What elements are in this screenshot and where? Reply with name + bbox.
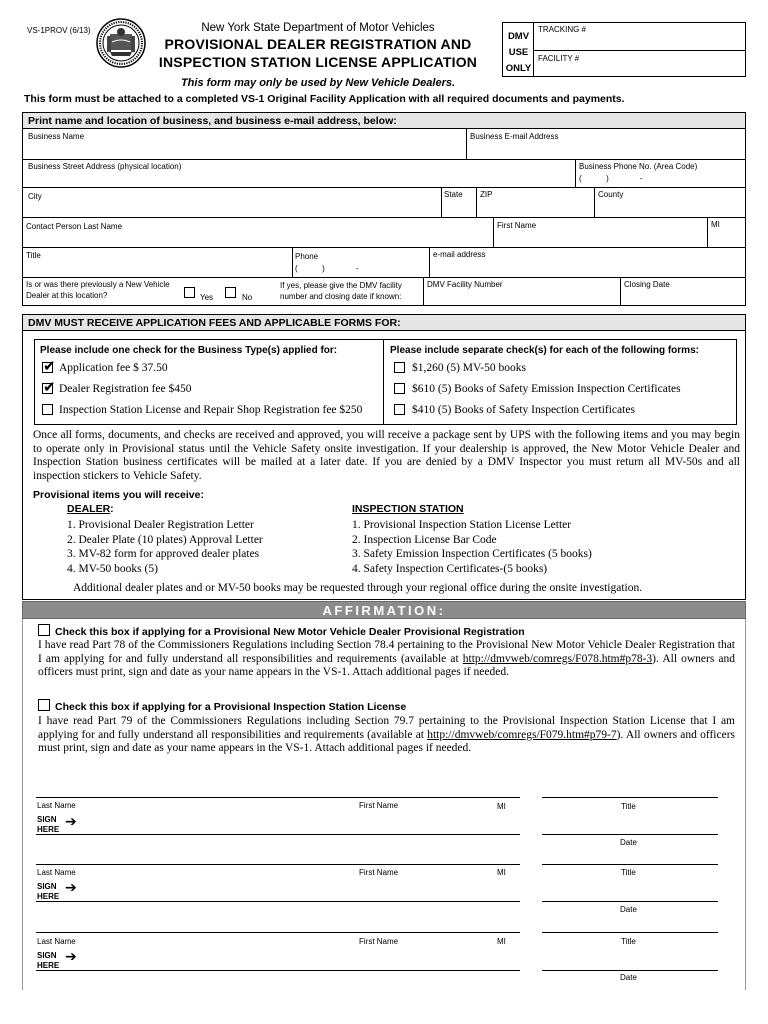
business-phone-format: ( ) - <box>579 174 643 183</box>
right-arrow-icon: ➔ <box>65 949 77 965</box>
last-name-label: Last Name <box>37 801 76 810</box>
application-fee-checkbox[interactable] <box>42 362 53 373</box>
inspection-affirmation-text-b: ). All owners and officers must print, sign and date as your name appears in the VS-1. Attach additional pages if needed. <box>38 728 735 754</box>
signature-field[interactable] <box>84 814 520 834</box>
first-name-label: First Name <box>359 937 399 946</box>
inspection-item: 3. Safety Emission Inspection Certificates (5 books) <box>352 548 592 560</box>
business-phone-label: Business Phone No. (Area Code) <box>579 162 698 171</box>
part79-link[interactable]: http://dmvweb/comregs/F079.htm#p79-7 <box>427 728 617 741</box>
fees-section <box>22 314 746 600</box>
title-label: Title <box>621 802 636 811</box>
date-label: Date <box>620 838 637 847</box>
previous-dealer-yes-checkbox[interactable] <box>184 287 195 298</box>
street-field[interactable] <box>26 172 572 186</box>
agency-name: New York State Department of Motor Vehicles <box>201 22 435 34</box>
zip-label: ZIP <box>480 190 493 199</box>
street-label: Business Street Address (physical location) <box>28 162 182 171</box>
last-name-label: Last Name <box>37 937 76 946</box>
city-field[interactable] <box>26 202 439 216</box>
state-field[interactable] <box>443 202 474 216</box>
inspection-item: 1. Provisional Inspection Station License Letter <box>352 519 572 531</box>
previous-dealer-no-checkbox[interactable] <box>225 287 236 298</box>
dmv-use-line1: DMV <box>507 31 530 42</box>
business-email-field[interactable] <box>469 142 743 157</box>
closing-date-field[interactable] <box>622 291 743 305</box>
tracking-label: TRACKING # <box>538 25 587 34</box>
dealer-affirmation-text <box>38 639 735 680</box>
state-label: State <box>444 190 463 199</box>
date-label: Date <box>620 905 637 914</box>
form-title-line1: PROVISIONAL DEALER REGISTRATION AND <box>164 36 472 52</box>
closing-date-label: Closing Date <box>624 280 670 289</box>
form-id: VS-1PROV (6/13) <box>27 26 91 35</box>
business-name-field[interactable] <box>26 142 464 157</box>
business-email-label: Business E-mail Address <box>470 132 559 141</box>
dealer-item: 1. Provisional Dealer Registration Letter <box>67 519 254 531</box>
provisional-items-heading: Provisional items you will receive: <box>33 489 204 501</box>
tracking-input[interactable] <box>535 35 743 49</box>
sign-text: SIGN <box>37 815 57 824</box>
inspection-affirmation-text <box>38 715 735 756</box>
mv50-books-label: $1,260 (5) MV-50 books <box>412 362 526 374</box>
dmv-facility-number-label: DMV Facility Number <box>427 280 503 289</box>
county-label: County <box>598 190 624 199</box>
safety-certificates-label: $410 (5) Books of Safety Inspection Certificates <box>412 404 635 416</box>
ny-state-seal <box>96 18 146 68</box>
contact-last-name-label: Contact Person Last Name <box>26 222 123 231</box>
inspection-affirmation-checkbox[interactable] <box>38 699 50 711</box>
mi-label: MI <box>497 937 506 946</box>
form-subtitle: This form may only be used by New Vehicle Dealers. <box>180 77 456 89</box>
contact-mi-field[interactable] <box>709 232 743 246</box>
mi-label: MI <box>497 868 506 877</box>
inspection-station-fee-label: Inspection Station License and Repair Shop Registration fee $250 <box>59 404 363 416</box>
dealer-affirmation-label: Check this box if applying for a Provisional New Motor Vehicle Dealer Provisional Registration <box>55 626 525 638</box>
inspection-item: 4. Safety Inspection Certificates-(5 books) <box>352 562 548 575</box>
business-type-header: Please include one check for the Business Type(s) applied for: <box>40 345 338 356</box>
dealer-item: 4. MV-50 books (5) <box>67 562 158 575</box>
phone-format: ( ) - <box>295 264 359 273</box>
signature-field[interactable] <box>84 880 520 901</box>
dmv-use-line3: ONLY <box>505 63 532 74</box>
sign-here-label <box>37 882 59 902</box>
contact-last-name-field[interactable] <box>26 232 491 246</box>
approval-paragraph: Once all forms, documents, and checks are received and approved, you will receive a package sent by UPS with the following items and you may begin to operate only in Provisional status until the Vehicle Safety onsite investigation. If your dealership is approved, the New Motor Vehicle Dealer and Inspection Station business certificates will be mailed at a later date. If you are denied by a DMV Inspector you must return all MV-50s and all inspection stickers to Vehicle Safety. <box>33 429 740 482</box>
dealer-item: 2. Dealer Plate (10 plates) Approval Letter <box>67 533 263 546</box>
part78-link[interactable]: http://dmvweb/comregs/F078.htm#p78-3 <box>462 652 653 665</box>
contact-first-name-label: First Name <box>497 221 537 230</box>
title-label: Title <box>621 868 636 877</box>
affirmation-title: AFFIRMATION: <box>322 603 446 618</box>
sign-text: SIGN <box>37 882 57 891</box>
application-fee-label: Application fee $ 37.50 <box>59 362 168 374</box>
dmv-use-box <box>502 22 746 77</box>
dealer-item: 3. MV-82 form for approved dealer plates <box>67 548 260 560</box>
inspection-station-heading: INSPECTION STATION <box>352 503 464 515</box>
separate-checks-header: Please include separate check(s) for each of the following forms: <box>390 345 699 356</box>
facility-input[interactable] <box>535 64 743 75</box>
county-field[interactable] <box>596 202 743 216</box>
email-label: e-mail address <box>433 250 486 259</box>
business-section <box>22 112 746 306</box>
if-yes-instruction: If yes, please give the DMV facility number and closing date if known: <box>280 281 402 301</box>
title-field[interactable] <box>26 262 290 276</box>
right-arrow-icon: ➔ <box>65 880 77 896</box>
yes-label: Yes <box>200 293 214 302</box>
no-label: No <box>242 293 253 302</box>
contact-mi-label: MI <box>711 220 720 229</box>
first-name-label: First Name <box>359 868 399 877</box>
emission-certificates-label: $610 (5) Books of Safety Emission Inspection Certificates <box>412 383 681 395</box>
inspection-station-fee-checkbox[interactable] <box>42 404 53 415</box>
here-text: HERE <box>37 825 60 834</box>
contact-first-name-field[interactable] <box>495 232 705 246</box>
additional-note: Additional dealer plates and or MV-50 books may be requested through your regional office during the onsite investigation. <box>73 582 643 594</box>
dealer-heading: DEALER: <box>67 503 114 515</box>
sign-here-label <box>37 815 59 835</box>
mi-label: MI <box>497 802 506 811</box>
affirmation-banner <box>22 601 746 619</box>
previous-dealer-question: Is or was there previously a New Vehicle Dealer at this location? <box>26 280 170 300</box>
mv50-books-checkbox[interactable] <box>394 362 405 373</box>
dealer-registration-fee-label: Dealer Registration fee $450 <box>59 383 192 395</box>
dmv-use-line2: USE <box>508 47 529 58</box>
dealer-affirmation-text-a: I have read Part 78 of the Commissioners Regulations including Section 78.4 pertaining to the Provisional New Motor Vehicle Dealer Registration that I am applying for and fully understand all responsibilities and requirements (available at <box>38 639 735 665</box>
fees-checklist <box>34 339 737 425</box>
city-label: City <box>28 192 42 201</box>
facility-label: FACILITY # <box>538 54 580 63</box>
business-name-label: Business Name <box>28 132 85 141</box>
inspection-items-list <box>352 518 592 576</box>
zip-field[interactable] <box>478 202 592 216</box>
dealer-registration-fee-checkbox[interactable] <box>42 383 53 394</box>
dealer-heading-text: DEALER <box>67 503 111 515</box>
phone-label: Phone <box>295 252 319 261</box>
safety-certificates-checkbox[interactable] <box>394 404 405 415</box>
title-label: Title <box>26 251 41 260</box>
inspection-affirmation-label: Check this box if applying for a Provisional Inspection Station License <box>55 701 407 713</box>
here-text: HERE <box>37 961 60 970</box>
dealer-items-list <box>67 518 263 576</box>
dealer-affirmation-checkbox[interactable] <box>38 624 50 636</box>
last-name-label: Last Name <box>37 868 76 877</box>
date-label: Date <box>620 973 637 982</box>
signature-field[interactable] <box>84 949 520 970</box>
dealer-affirmation-text-b: ). All owners and officers must print, sign and date as your name appears in the VS-1. Attach additional pages if needed. <box>38 652 735 678</box>
dmv-facility-number-field[interactable] <box>425 291 618 305</box>
sign-here-label <box>37 951 59 971</box>
emission-certificates-checkbox[interactable] <box>394 383 405 394</box>
business-section-title: Print name and location of business, and business e-mail address, below: <box>23 113 745 129</box>
inspection-item: 2. Inspection License Bar Code <box>352 533 497 546</box>
title-label: Title <box>621 937 636 946</box>
form-title-line2: INSPECTION STATION LICENSE APPLICATION <box>158 54 478 70</box>
sign-text: SIGN <box>37 951 57 960</box>
right-arrow-icon: ➔ <box>65 814 77 830</box>
here-text: HERE <box>37 892 60 901</box>
first-name-label: First Name <box>359 801 399 810</box>
fees-section-title: DMV MUST RECEIVE APPLICATION FEES AND APPLICABLE FORMS FOR: <box>23 315 745 331</box>
attach-note: This form must be attached to a completed VS-1 Original Facility Application with all required documents and payments. <box>24 93 625 105</box>
email-field[interactable] <box>432 262 743 276</box>
inspection-affirmation-text-a: I have read Part 79 of the Commissioners Regulations including Section 79.7 pertaining to the Provisional Inspection Station License that I am applying for and fully understand all responsibilities and requirements (available at <box>38 715 735 741</box>
